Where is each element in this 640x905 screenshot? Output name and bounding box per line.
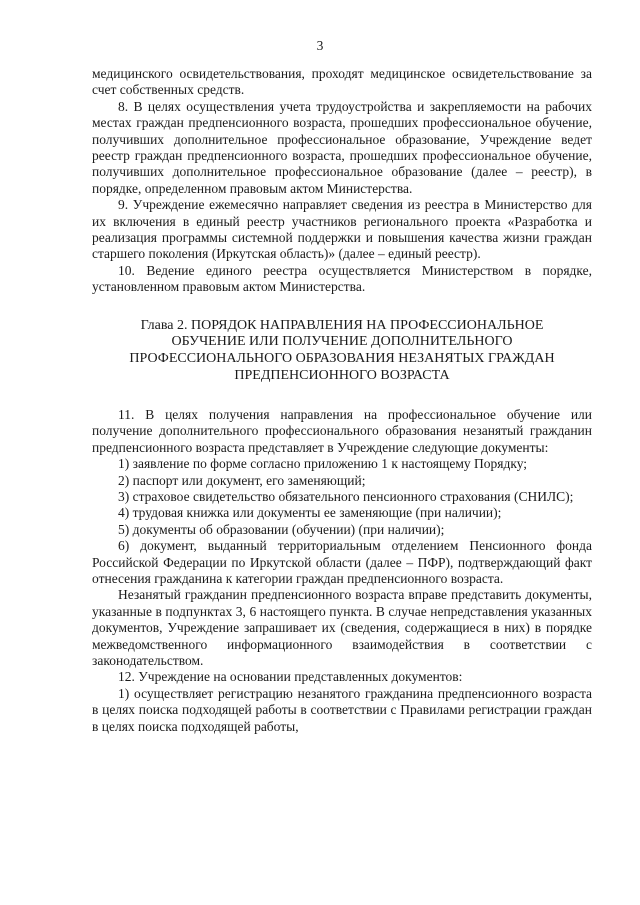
paragraph: 1) осуществляет регистрацию незанятого гражданина предпенсионного возраста в целях поиска подходящей работы в соответствии с Правилами регистрации граждан в целях поиска подходящей работы, xyxy=(92,685,592,734)
paragraph: 6) документ, выданный территориальным отделением Пенсионного фонда Российской Федерации по Иркутской области (далее – ПФР), подтверждающий факт отнесения гражданина к категории граждан предпенсионного возраста. xyxy=(92,538,592,586)
paragraph: 3) страховое свидетельство обязательного пенсионного страхования (СНИЛС); xyxy=(118,488,574,504)
document-body xyxy=(92,66,592,735)
paragraph: 4) трудовая книжка или документы ее заменяющие (при наличии); xyxy=(118,505,502,521)
section-before-heading xyxy=(92,66,592,296)
paragraph: Незанятый гражданин предпенсионного возраста вправе представить документы, указанные в подпунктах 3, 6 настоящего пункта. В случае непредставления указанных документов, Учреждение запрашивает их (сведения, содержащиеся в них) в порядке межведомственного информационного взаимодействия в соответствии с законодательством. xyxy=(92,587,592,668)
paragraph: 9. Учреждение ежемесячно направляет сведения из реестра в Министерство для их включения в единый реестр участников регионального проекта «Разработка и реализация программы системной поддержки и повышения качества жизни граждан старшего поколения (Иркутская область)» (далее – единый реестр). xyxy=(92,197,592,262)
section-after-heading xyxy=(92,407,592,735)
paragraph: медицинского освидетельствования, проходят медицинское освидетельствование за счет собственных средств. xyxy=(92,66,592,98)
paragraph: 12. Учреждение на основании представленных документов: xyxy=(118,669,463,685)
chapter-heading-line: Глава 2. ПОРЯДОК НАПРАВЛЕНИЯ НА ПРОФЕССИОНАЛЬНОЕ xyxy=(140,317,544,333)
page-number: 3 xyxy=(316,38,324,53)
paragraph: 1) заявление по форме согласно приложению 1 к настоящему Порядку; xyxy=(118,456,528,472)
chapter-heading-line: ПРОФЕССИОНАЛЬНОГО ОБРАЗОВАНИЯ НЕЗАНЯТЫХ ГРАЖДАН xyxy=(129,351,555,367)
paragraph: 10. Ведение единого реестра осуществляется Министерством в порядке, установленном правовым актом Министерства. xyxy=(92,262,592,295)
paragraph: 5) документы об образовании (обучении) (при наличии); xyxy=(118,521,445,537)
paragraph: 2) паспорт или документ, его заменяющий; xyxy=(118,472,366,488)
paragraph: 8. В целях осуществления учета трудоустройства и закрепляемости на рабочих местах граждан предпенсионного возраста, прошедших профессиональное обучение, получивших дополнительное профессиональное образование, Учреждение ведет реестр граждан предпенсионного возраста, прошедших профессиональное обучение, получивших дополнительное профессиональное образование (далее – реестр), в порядке, определенном правовым актом Министерства. xyxy=(92,98,592,196)
chapter-heading-line: ОБУЧЕНИЕ ИЛИ ПОЛУЧЕНИЕ ДОПОЛНИТЕЛЬНОГО xyxy=(171,334,513,350)
paragraph: 11. В целях получения направления на профессиональное обучение или получение дополнительного профессионального образования незанятый гражданин предпенсионного возраста представляет в Учреждение следующие документы: xyxy=(92,406,592,455)
chapter-heading-line: ПРЕДПЕНСИОННОГО ВОЗРАСТА xyxy=(234,368,450,384)
chapter-heading xyxy=(92,318,592,385)
